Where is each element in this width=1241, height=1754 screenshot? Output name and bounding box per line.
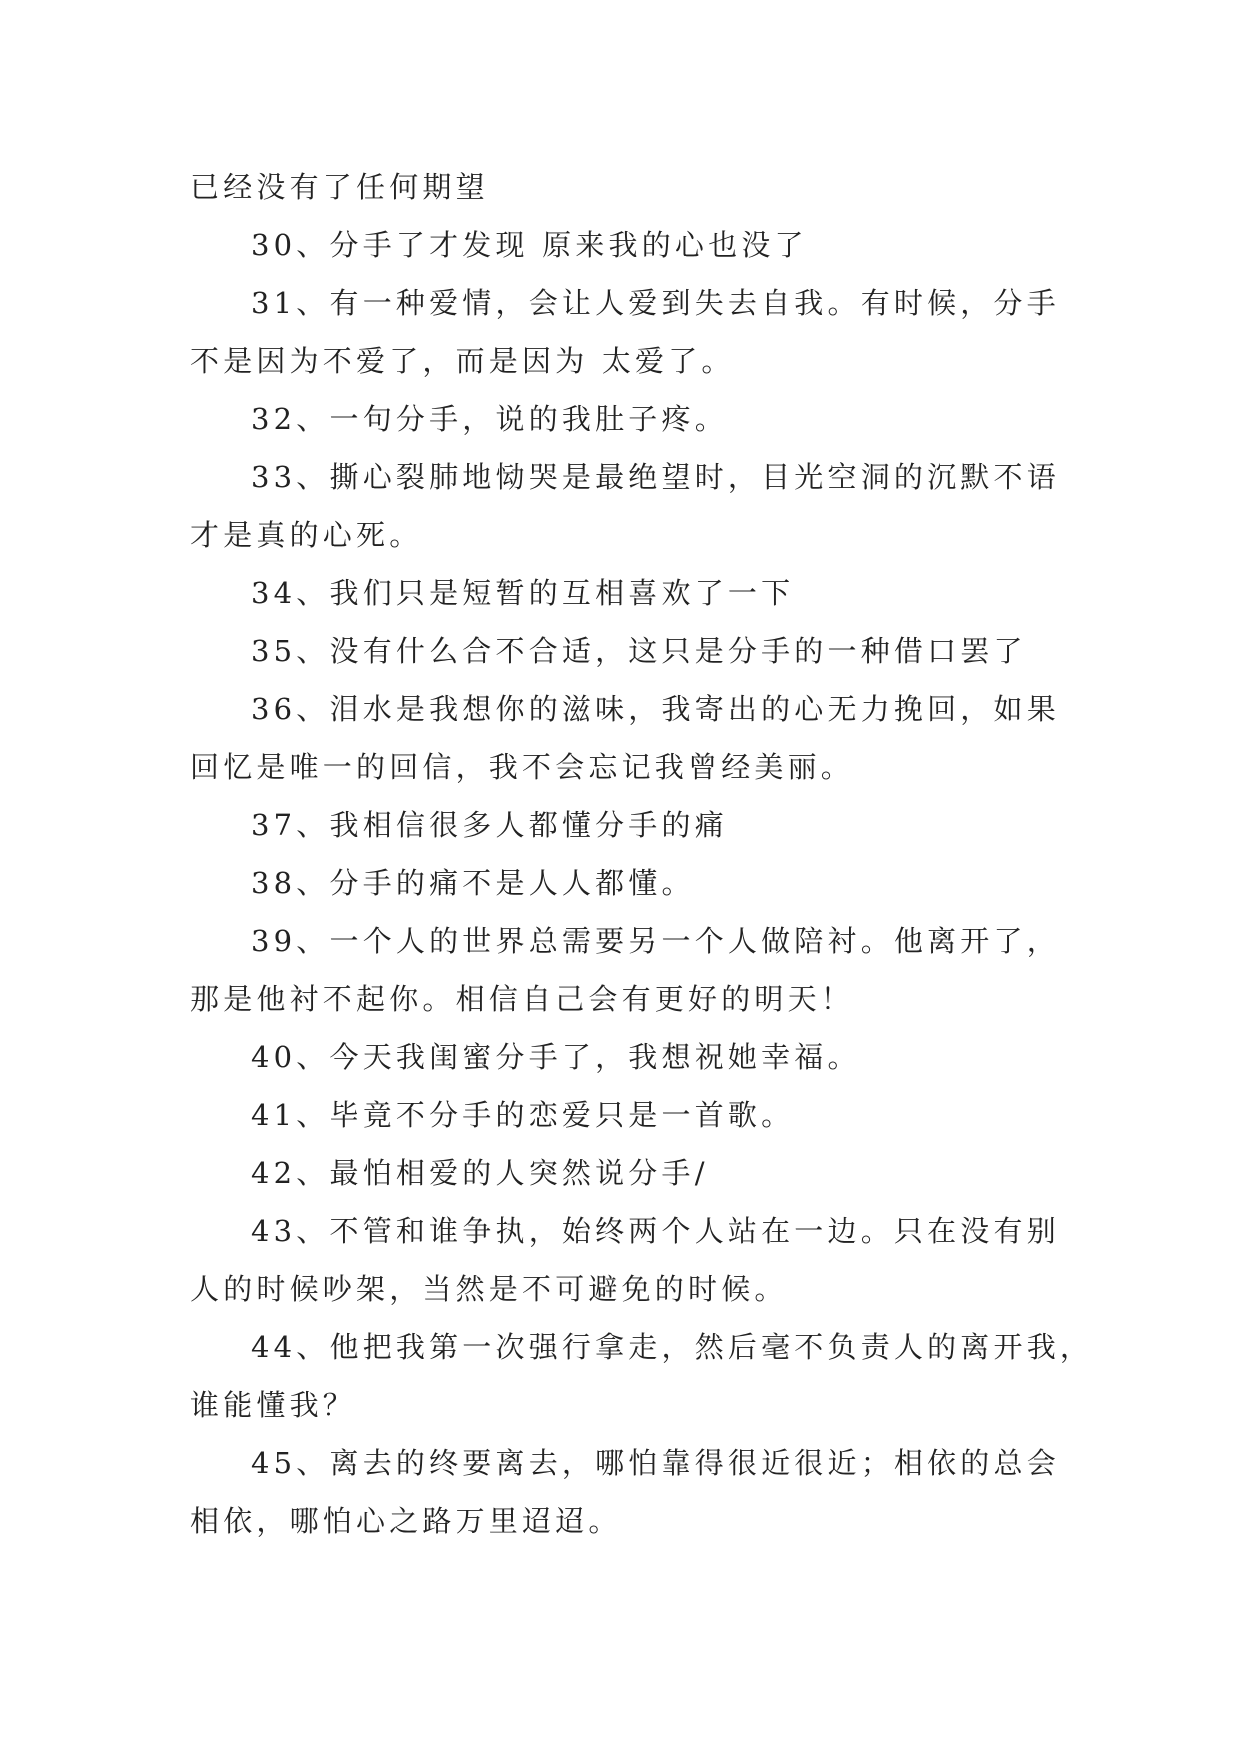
text-line: 谁能懂我？ <box>190 1388 357 1422</box>
text-line: 34、我们只是短暂的互相喜欢了一下 <box>251 576 795 610</box>
text-line: 才是真的心死。 <box>190 518 423 552</box>
text-line: 45、离去的终要离去，哪怕靠得很近很近；相依的总会 <box>251 1446 1060 1480</box>
text-line: 31、有一种爱情，会让人爱到失去自我。有时候，分手 <box>251 286 1060 320</box>
text-line: 42、最怕相爱的人突然说分手/ <box>251 1156 709 1190</box>
text-line: 那是他衬不起你。相信自己会有更好的明天！ <box>190 982 855 1016</box>
text-line: 40、今天我闺蜜分手了，我想祝她幸福。 <box>251 1040 861 1074</box>
text-line: 35、没有什么合不合适，这只是分手的一种借口罢了 <box>251 634 1027 668</box>
text-line: 43、不管和谁争执，始终两个人站在一边。只在没有别 <box>251 1214 1060 1248</box>
text-line: 32、一句分手，说的我肚子疼。 <box>251 402 728 436</box>
text-line: 不是因为不爱了，而是因为 太爱了。 <box>190 344 735 378</box>
text-line: 33、撕心裂肺地恸哭是最绝望时，目光空洞的沉默不语 <box>251 460 1060 494</box>
text-line: 37、我相信很多人都懂分手的痛 <box>251 808 728 842</box>
text-line: 44、他把我第一次强行拿走，然后毫不负责人的离开我， <box>251 1330 1094 1364</box>
document-body <box>190 158 1094 1550</box>
text-line: 41、毕竟不分手的恋爱只是一首歌。 <box>251 1098 795 1132</box>
text-line: 38、分手的痛不是人人都懂。 <box>251 866 695 900</box>
text-line: 已经没有了任何期望 <box>190 170 489 204</box>
text-line: 36、泪水是我想你的滋味，我寄出的心无力挽回，如果 <box>251 692 1060 726</box>
text-line: 相依，哪怕心之路万里迢迢。 <box>190 1504 622 1538</box>
text-line: 30、分手了才发现 原来我的心也没了 <box>251 228 808 262</box>
text-line: 人的时候吵架，当然是不可避免的时候。 <box>190 1272 788 1306</box>
text-line: 回忆是唯一的回信，我不会忘记我曾经美丽。 <box>190 750 855 784</box>
text-line: 39、一个人的世界总需要另一个人做陪衬。他离开了， <box>251 924 1060 958</box>
